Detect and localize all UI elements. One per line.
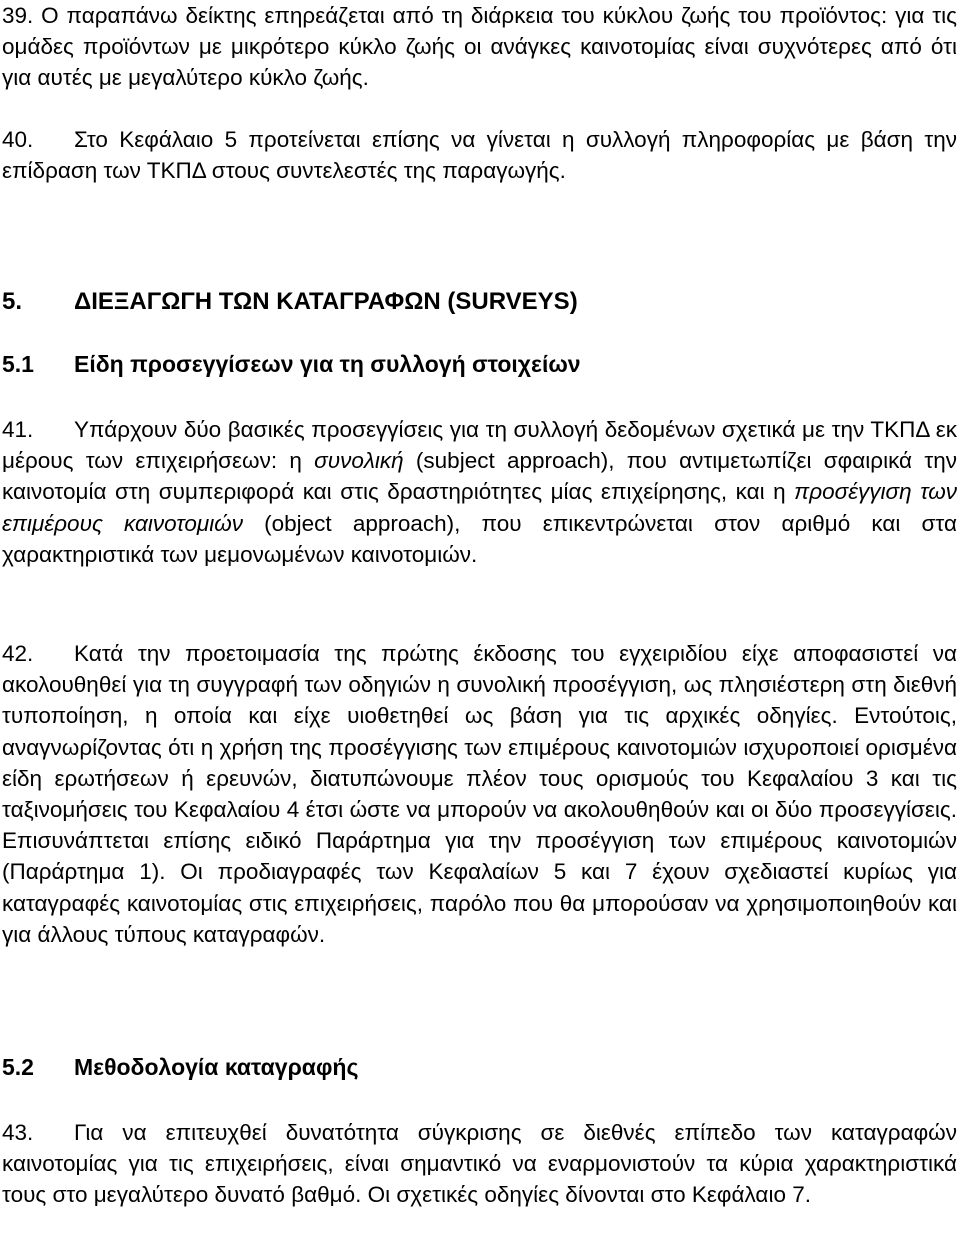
paragraph-43 — [2, 1117, 957, 1211]
paragraph-40-text: Στο Κεφάλαιο 5 προτείνεται επίσης να γίνεται η συλλογή πληροφορίας με βάση την επίδραση των ΤΚΠΔ στους συντελεστές της παραγωγής. — [2, 127, 957, 184]
paragraph-42 — [2, 638, 957, 950]
paragraph-43-number: 43. — [2, 1120, 34, 1145]
paragraph-41-italic-object: προσέγγιση των επιμέρους καινοτομιών — [2, 479, 957, 536]
paragraph-41 — [2, 414, 957, 570]
section-5-1-heading — [2, 349, 581, 380]
paragraph-41-part1: Υπάρχουν δύο βασικές προσεγγίσεις για τη συλλογή δεδομένων σχετικά με την ΤΚΠΔ εκ μέρους των επιχειρήσεων: η — [2, 417, 957, 474]
paragraph-41-part2: (subject approach), που αντιμετωπίζει σφαιρικά την καινοτομία στη συμπεριφορά και στις δραστηριότητες μίας επιχείρησης, και η — [2, 448, 957, 505]
paragraph-41-number: 41. — [2, 417, 34, 442]
section-5-1-number: 5.1 — [2, 351, 34, 377]
section-5-2-title: Μεθοδολογία καταγραφής — [74, 1054, 359, 1080]
paragraph-40 — [2, 124, 957, 186]
paragraph-40-number: 40. — [2, 127, 34, 152]
paragraph-42-number: 42. — [2, 641, 34, 666]
section-5-2-heading — [2, 1052, 358, 1083]
paragraph-41-italic-subject: συνολική — [314, 448, 404, 474]
section-5-2-number: 5.2 — [2, 1054, 34, 1080]
paragraph-42-text: Κατά την προετοιμασία της πρώτης έκδοσης του εγχειριδίου είχε αποφασιστεί να ακολουθηθεί για τη συγγραφή των οδηγιών η συνολική προσέγγιση, ως πλησιέστερη στη διεθνή τυποποίηση, η οποία και είχε υιοθετηθεί ως βάση για τις αρχικές οδηγίες. Εντούτοις, αναγνωρίζοντας ότι η χρήση της προσέγγισης των επιμέρους καινοτομιών ισχυροποιεί ορισμένα είδη ερωτήσεων ή ερευνών, διατυπώνουμε πλέον τους ορισμούς του Κεφαλαίου 3 και τις ταξινομήσεις του Κεφαλαίου 4 έτσι ώστε να μπορούν να ακολουθηθούν και οι δύο προσεγγίσεις. Επισυνάπτεται επίσης ειδικό Παράρτημα για την προσέγγιση των επιμέρους καινοτομιών (Παράρτημα 1). Οι προδιαγραφές των Κεφαλαίων 5 και 7 έχουν σχεδιαστεί κυρίως για καταγραφές καινοτομίας στις επιχειρήσεις, παρόλο που θα μπορούσαν να χρησιμοποιηθούν και για άλλους τύπους καταγραφών. — [2, 641, 957, 947]
paragraph-39 — [2, 0, 957, 94]
paragraph-39-text: 39. Ο παραπάνω δείκτης επηρεάζεται από τη διάρκεια του κύκλου ζωής του προϊόντος: για τις ομάδες προϊόντων με μικρότερο κύκλο ζωής οι ανάγκες καινοτομίας είναι συχνότερες από ότι για αυτές με μεγαλύτερο κύκλο ζωής. — [2, 3, 957, 91]
section-5-number: 5. — [2, 288, 23, 315]
section-5-1-title: Είδη προσεγγίσεων για τη συλλογή στοιχείων — [74, 351, 581, 377]
section-5-title: ΔΙΕΞΑΓΩΓΗ ΤΩΝ ΚΑΤΑΓΡΑΦΩΝ (SURVEYS) — [74, 288, 578, 315]
paragraph-41-part3: (object approach), που επικεντρώνεται στον αριθμό και στα χαρακτηριστικά των μεμονωμένων καινοτομιών. — [2, 510, 957, 567]
paragraph-43-text: Για να επιτευχθεί δυνατότητα σύγκρισης σε διεθνές επίπεδο των καταγραφών καινοτομίας για τις επιχειρήσεις, είναι σημαντικό να εναρμονιστούν τα κύρια χαρακτηριστικά τους στο μεγαλύτερο δυνατό βαθμό. Οι σχετικές οδηγίες δίνονται στο Κεφάλαιο 7. — [2, 1120, 957, 1208]
section-5-heading — [2, 286, 578, 317]
